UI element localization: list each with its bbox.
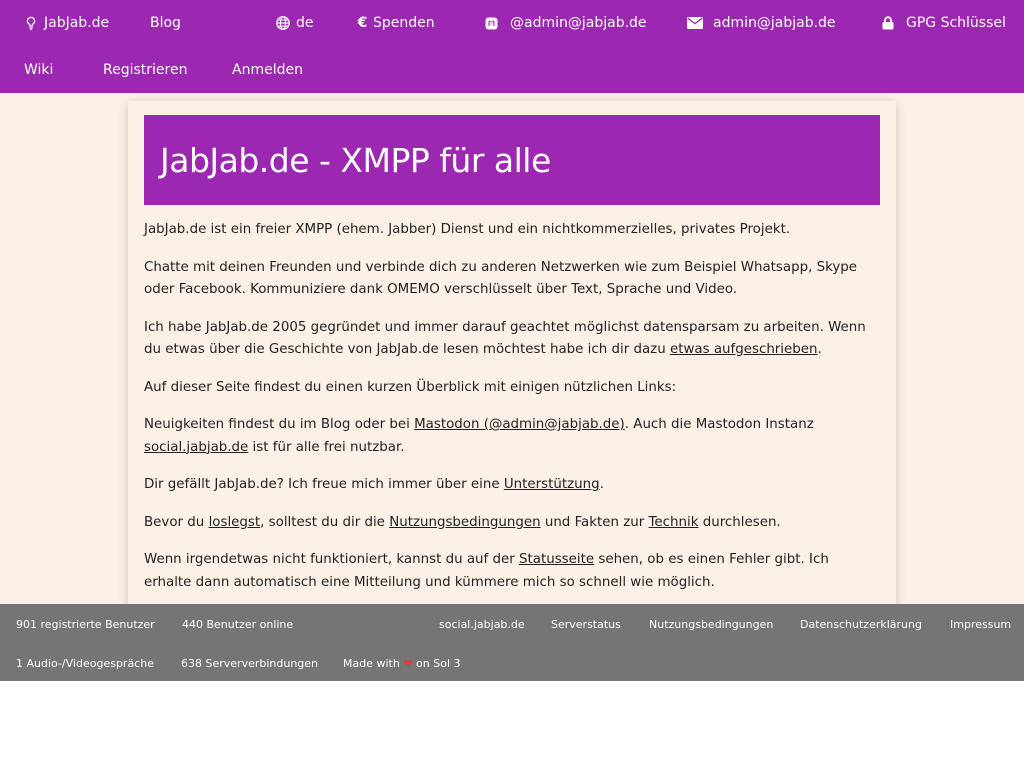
main-card: [128, 101, 896, 621]
nav-gpg-label: GPG Schlüssel: [906, 15, 1006, 31]
footer-status-link[interactable]: Serverstatus: [551, 618, 621, 631]
intro-paragraph-1: JabJab.de ist ein freier XMPP (ehem. Jabber) Dienst und ein nichtkommerzielles, privates Projekt.: [144, 222, 791, 237]
made-with-credit: [343, 657, 461, 670]
nav-email-label: admin@jabjab.de: [713, 15, 836, 31]
news-paragraph: [144, 414, 880, 459]
lightbulb-icon: [24, 16, 38, 30]
footer-imprint-link[interactable]: Impressum: [950, 618, 1012, 631]
globe-icon: [276, 16, 290, 30]
nav-blog-link[interactable]: [150, 12, 181, 34]
mastodon-link[interactable]: Mastodon (@admin@jabjab.de): [414, 417, 625, 432]
footer-terms-link[interactable]: Nutzungsbedingungen: [649, 618, 774, 631]
online-users-count: 440 Benutzer online: [182, 618, 294, 631]
mastodon-icon: [484, 16, 498, 30]
nav-blog-label: Blog: [150, 15, 181, 31]
history-text-end: .: [817, 342, 822, 357]
terms-link[interactable]: Nutzungsbedingungen: [389, 514, 541, 530]
overview-paragraph: Auf dieser Seite findest du einen kurzen Überblick mit einigen nützlichen Links:: [144, 379, 677, 395]
getting-started-text-mid: , solltest du dir die: [260, 514, 390, 530]
history-link[interactable]: etwas aufgeschrieben: [669, 342, 818, 357]
status-page-link[interactable]: Statusseite: [519, 552, 595, 567]
history-text: Ich habe JabJab.de 2005 gegründet und immer darauf geachtet möglichst datensparsam zu arbeiten. Wenn du etwas über die Geschichte von JabJab.de lesen möchtest habe ich dir dazu: [144, 319, 866, 357]
nav-brand[interactable]: [24, 12, 109, 34]
nav-email-link[interactable]: [687, 12, 836, 34]
news-text-end: ist für alle frei nutzbar.: [248, 439, 405, 455]
getting-started-text-end: durchlesen.: [698, 514, 781, 530]
footer: [0, 604, 1024, 681]
get-started-link[interactable]: loslegst: [208, 514, 261, 530]
nav-gpg-link[interactable]: [881, 12, 1006, 34]
getting-started-text-mid2: und Fakten zur: [540, 514, 649, 530]
nav-donate-label: Spenden: [373, 15, 435, 31]
status-text: Wenn irgendetwas nicht funktioniert, kannst du auf der: [144, 552, 519, 567]
envelope-icon: [687, 16, 703, 30]
nav-register-label: Registrieren: [103, 62, 188, 78]
technology-link[interactable]: Technik: [648, 514, 699, 530]
top-navigation: [0, 0, 1024, 93]
getting-started-paragraph: [144, 512, 880, 535]
hero-banner: [144, 115, 880, 205]
support-paragraph: [144, 474, 880, 497]
euro-icon: €: [357, 15, 368, 31]
lock-icon: [881, 16, 895, 30]
page-bottom-blank: [0, 681, 1024, 768]
support-text-end: .: [599, 477, 604, 492]
intro-paragraph-2: Chatte mit deinen Freunden und verbinde dich zu anderen Netzwerken wie zum Beispiel Whatsapp, Skype oder Facebook. Kommuniziere dank OMEMO verschlüsselt über Text, Sprache und Video.: [144, 259, 858, 297]
news-text-mid: . Auch die Mastodon Instanz: [624, 417, 814, 432]
nav-mastodon-label: @admin@jabjab.de: [510, 15, 647, 31]
server-connections-count: 638 Serververbindungen: [181, 657, 319, 670]
made-with-text: Made with: [343, 657, 400, 670]
registered-users-count: 901 registrierte Benutzer: [16, 618, 155, 631]
support-link[interactable]: Unterstützung: [503, 477, 600, 492]
heart-icon: ❤: [403, 657, 413, 670]
social-instance-link[interactable]: social.jabjab.de: [144, 439, 249, 455]
nav-login-label: Anmelden: [232, 62, 303, 78]
nav-language-label: de: [296, 15, 314, 31]
nav-wiki-label: Wiki: [24, 62, 54, 78]
getting-started-text: Bevor du: [144, 514, 209, 530]
page-title: JabJab.de - XMPP für alle: [160, 140, 551, 180]
calls-count: 1 Audio-/Videogespräche: [16, 657, 154, 670]
nav-language-selector[interactable]: [276, 12, 314, 34]
support-text: Dir gefällt JabJab.de? Ich freue mich immer über eine: [144, 477, 504, 492]
status-paragraph: [144, 549, 880, 594]
on-sol-text: on Sol 3: [416, 657, 461, 670]
nav-register-link[interactable]: [103, 59, 187, 81]
news-text: Neuigkeiten findest du im Blog oder bei: [144, 417, 415, 432]
nav-brand-label: JabJab.de: [44, 15, 110, 31]
status-text-end: sehen, ob es einen Fehler gibt. Ich erhalte dann automatisch eine Mitteilung und kümmere mich so schnell wie möglich.: [144, 552, 829, 590]
intro-content: [144, 219, 880, 609]
footer-social-link[interactable]: social.jabjab.de: [439, 618, 525, 631]
nav-mastodon-link[interactable]: [484, 12, 647, 34]
nav-login-link[interactable]: [232, 59, 303, 81]
nav-wiki-link[interactable]: [24, 59, 53, 81]
footer-privacy-link[interactable]: Datenschutzerklärung: [800, 618, 922, 631]
nav-donate-link[interactable]: [358, 12, 435, 34]
history-paragraph: [144, 317, 880, 362]
